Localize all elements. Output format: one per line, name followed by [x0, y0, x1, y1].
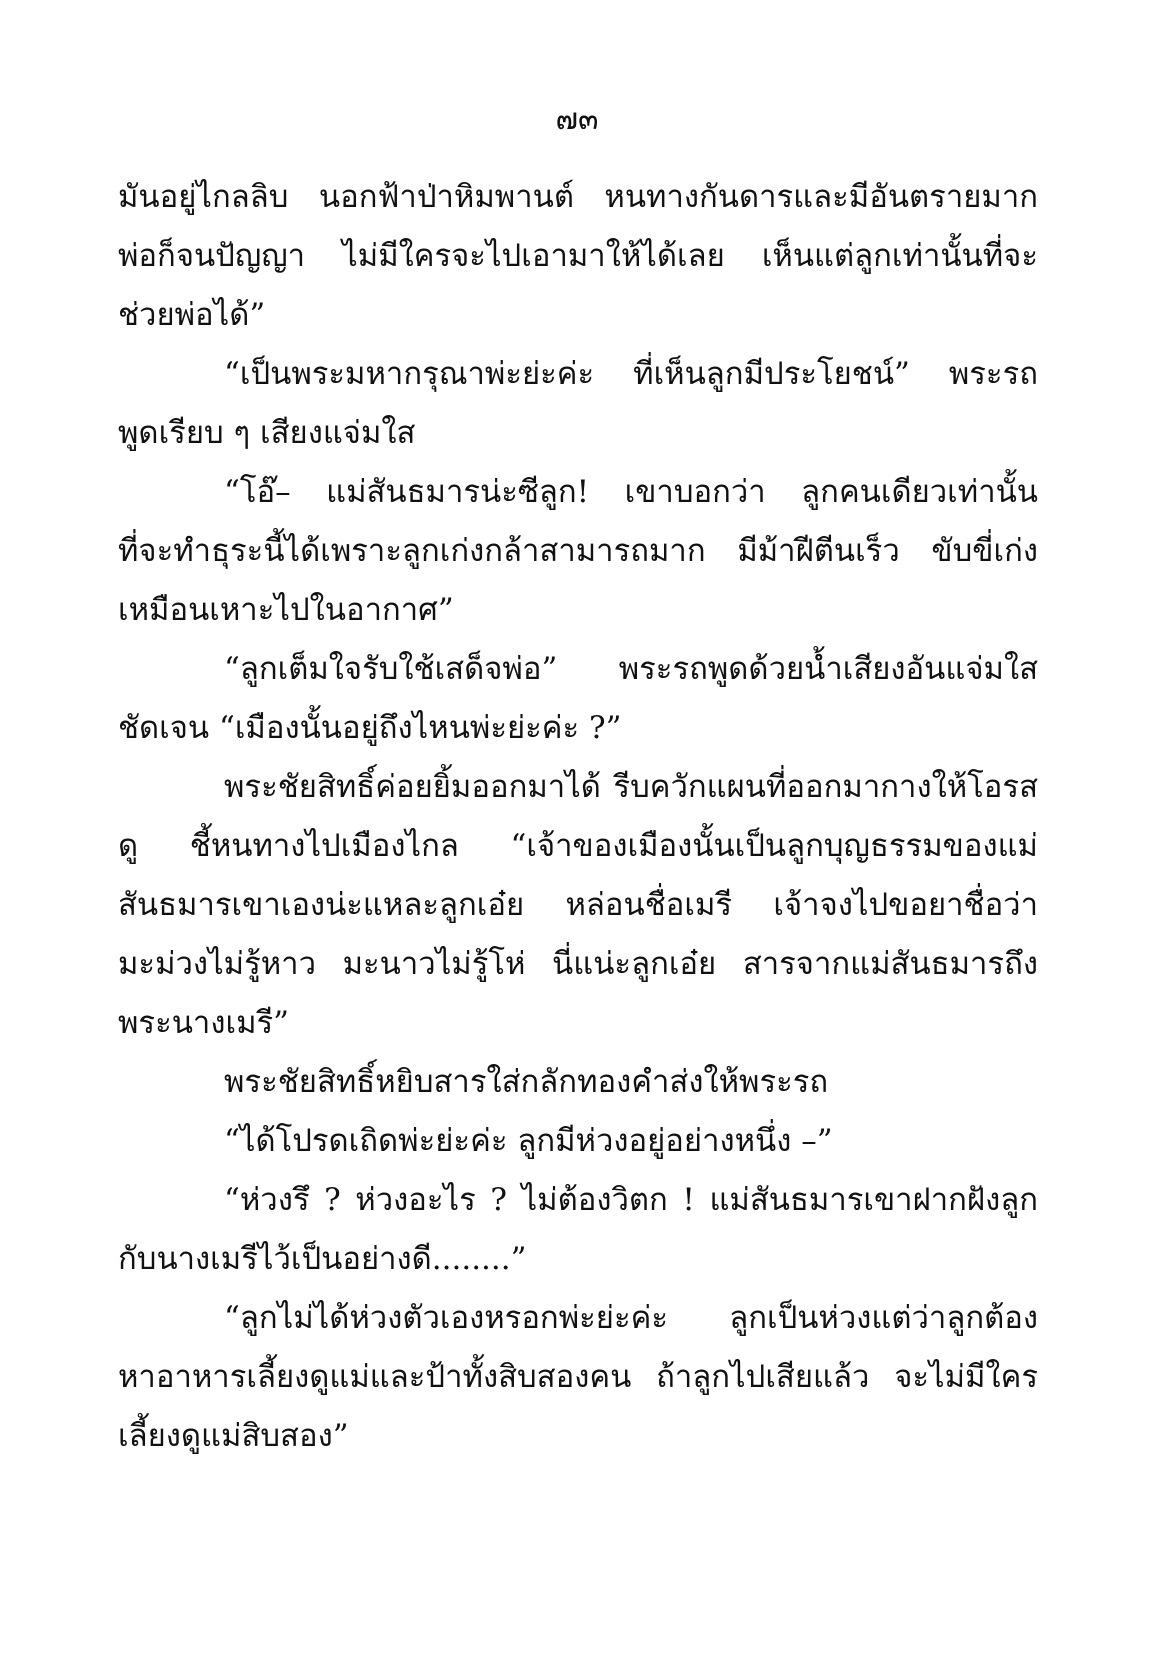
page-body — [118, 168, 1038, 1466]
text-line: “ลูกไม่ได้ห่วงตัวเองหรอกพ่ะย่ะค่ะ ลูกเป็นห่วงแต่ว่าลูกต้อง — [224, 1300, 1038, 1336]
text-line: เลี้ยงดูแม่สิบสอง” — [118, 1418, 349, 1454]
text-line: “เป็นพระมหากรุณาพ่ะย่ะค่ะ ที่เห็นลูกมีประโยชน์” พระรถ — [224, 356, 1038, 392]
text-line: พระชัยสิทธิ์หยิบสารใส่กลักทองคำส่งให้พระรถ — [224, 1064, 829, 1100]
text-line: “โอ๊– แม่สันธมารน่ะซีลูก! เขาบอกว่า ลูกคนเดียวเท่านั้น — [224, 474, 1038, 510]
text-line: สันธมารเขาเองน่ะแหละลูกเอ๋ย หล่อนชื่อเมรี เจ้าจงไปขอยาชื่อว่า — [118, 887, 1038, 923]
text-line: ที่จะทำธุระนี้ได้เพราะลูกเก่งกล้าสามารถมาก มีม้าฝีตีนเร็ว ขับขี่เก่ง — [118, 533, 1038, 569]
text-line: พระชัยสิทธิ์ค่อยยิ้มออกมาได้ รีบควักแผนที่ออกมากางให้โอรส — [224, 769, 1038, 805]
text-line: “ลูกเต็มใจรับใช้เสด็จพ่อ” พระรถพูดด้วยน้ำเสียงอันแจ่มใส — [224, 651, 1038, 687]
text-line: กับนางเมรีไว้เป็นอย่างดี........” — [118, 1241, 527, 1277]
text-line: มะม่วงไม่รู้หาว มะนาวไม่รู้โห่ นี่แน่ะลูกเอ๋ย สารจากแม่สันธมารถึง — [118, 946, 1038, 982]
text-line: หาอาหารเลี้ยงดูแม่และป้าทั้งสิบสองคน ถ้าลูกไปเสียแล้ว จะไม่มีใคร — [118, 1359, 1038, 1395]
text-line: ดู ชี้หนทางไปเมืองไกล “เจ้าของเมืองนั้นเป็นลูกบุญธรรมของแม่ — [118, 828, 1038, 864]
text-line: ช่วยพ่อได้” — [118, 297, 266, 333]
text-line: พ่อก็จนปัญญา ไม่มีใครจะไปเอามาให้ได้เลย เห็นแต่ลูกเท่านั้นที่จะ — [118, 238, 1038, 274]
page-number: ๗๓ — [555, 102, 599, 137]
text-line: พระนางเมรี” — [118, 1005, 289, 1041]
text-line: “ได้โปรดเถิดพ่ะย่ะค่ะ ลูกมีห่วงอยู่อย่างหนึ่ง –” — [224, 1123, 833, 1159]
text-line: “ห่วงรึ ? ห่วงอะไร ? ไม่ต้องวิตก ! แม่สันธมารเขาฝากฝังลูก — [224, 1182, 1038, 1218]
text-line: เหมือนเหาะไปในอากาศ” — [118, 592, 454, 628]
text-line: พูดเรียบ ๆ เสียงแจ่มใส — [118, 415, 416, 451]
text-line: ชัดเจน “เมืองนั้นอยู่ถึงไหนพ่ะย่ะค่ะ ?” — [118, 710, 622, 746]
text-line: มันอยู่ไกลลิบ นอกฟ้าป่าหิมพานต์ หนทางกันดารและมีอันตรายมาก — [118, 179, 1038, 215]
